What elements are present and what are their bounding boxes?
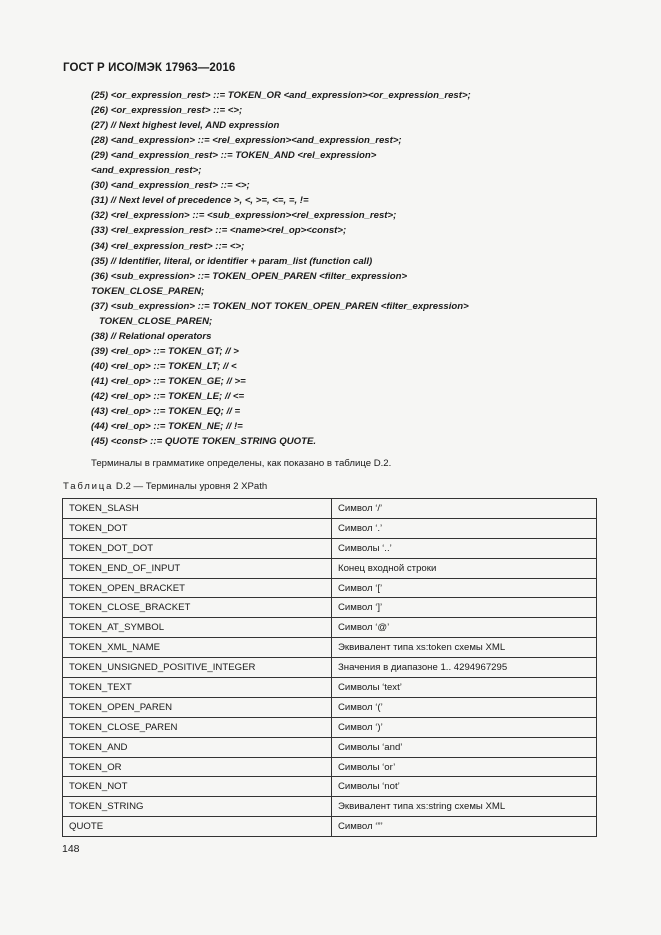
grammar-line: (44) <rel_op> ::= TOKEN_NE; // != [91, 421, 243, 433]
terminal-description-cell: Символ ‘)’ [332, 717, 597, 737]
grammar-line: (37) <sub_expression> ::= TOKEN_NOT TOKEN_OPEN_PAREN <filter_expression> [91, 300, 469, 312]
terminal-description-cell: Символы ‘or’ [332, 757, 597, 777]
table-row [63, 777, 597, 797]
terminal-name-cell: TOKEN_DOT [63, 518, 332, 538]
terminal-description-cell: Символ ‘”’ [332, 817, 597, 837]
terminal-description-cell: Символ ‘@’ [332, 618, 597, 638]
grammar-line: (26) <or_expression_rest> ::= <>; [91, 105, 243, 117]
terminal-name-cell: TOKEN_OPEN_BRACKET [63, 578, 332, 598]
terminal-name-cell: TOKEN_CLOSE_PAREN [63, 717, 332, 737]
terminals-table [62, 498, 597, 837]
terminal-description-cell: Символы ‘and’ [332, 737, 597, 757]
terminal-description-cell: Символ ‘/’ [332, 499, 597, 519]
terminal-description-cell: Эквивалент типа xs:string схемы XML [332, 797, 597, 817]
table-row [63, 717, 597, 737]
grammar-line: <and_expression_rest>; [91, 165, 202, 177]
grammar-line: (33) <rel_expression_rest> ::= <name><rel_op><const>; [91, 225, 347, 237]
terminal-name-cell: TOKEN_END_OF_INPUT [63, 558, 332, 578]
table-reference-note: Терминалы в грамматике определены, как показано в таблице D.2. [91, 458, 392, 469]
grammar-line: (34) <rel_expression_rest> ::= <>; [91, 240, 245, 252]
table-row [63, 658, 597, 678]
grammar-line: (29) <and_expression_rest> ::= TOKEN_AND <rel_expression> [91, 150, 377, 162]
terminal-name-cell: TOKEN_CLOSE_BRACKET [63, 598, 332, 618]
terminal-description-cell: Символ ‘]’ [332, 598, 597, 618]
grammar-line: (30) <and_expression_rest> ::= <>; [91, 180, 250, 192]
page-number: 148 [62, 843, 80, 855]
table-row [63, 678, 597, 698]
table-row [63, 578, 597, 598]
table-row [63, 558, 597, 578]
table-row [63, 638, 597, 658]
grammar-line: (42) <rel_op> ::= TOKEN_LE; // <= [91, 391, 245, 402]
table-caption-text: D.2 — Терминалы уровня 2 XPath [113, 481, 268, 492]
terminal-description-cell: Символ ‘(’ [332, 697, 597, 717]
terminal-name-cell: TOKEN_AND [63, 737, 332, 757]
terminal-name-cell: TOKEN_DOT_DOT [63, 538, 332, 558]
grammar-line: (27) // Next highest level, AND expression [91, 120, 280, 132]
terminal-description-cell: Значения в диапазоне 1.. 4294967295 [332, 658, 597, 678]
terminal-name-cell: QUOTE [63, 817, 332, 837]
table-row [63, 697, 597, 717]
terminal-description-cell: Эквивалент типа xs:token схемы XML [332, 638, 597, 658]
table-row [63, 757, 597, 777]
table-row [63, 538, 597, 558]
terminal-description-cell: Символы ‘text’ [332, 678, 597, 698]
page-header: ГОСТ Р ИСО/МЭК 17963—2016 [63, 62, 236, 74]
table-row [63, 518, 597, 538]
table-row [63, 598, 597, 618]
grammar-line: (45) <const> ::= QUOTE TOKEN_STRING QUOTE. [91, 436, 317, 448]
terminal-name-cell: TOKEN_SLASH [63, 499, 332, 519]
grammar-line: (36) <sub_expression> ::= TOKEN_OPEN_PAREN <filter_expression> [91, 270, 408, 282]
terminal-name-cell: TOKEN_OR [63, 757, 332, 777]
grammar-line: (38) // Relational operators [91, 330, 212, 342]
table-row [63, 817, 597, 837]
terminal-name-cell: TOKEN_OPEN_PAREN [63, 697, 332, 717]
table-row [63, 737, 597, 757]
grammar-line: (31) // Next level of precedence >, <, >=, <=, =, != [91, 195, 309, 207]
terminal-name-cell: TOKEN_AT_SYMBOL [63, 618, 332, 638]
terminal-name-cell: TOKEN_TEXT [63, 678, 332, 698]
table-row [63, 797, 597, 817]
grammar-line: TOKEN_CLOSE_PAREN; [99, 315, 213, 327]
terminal-description-cell: Символ ‘.’ [332, 518, 597, 538]
terminal-description-cell: Символы ‘..’ [332, 538, 597, 558]
table-caption-label: Таблица [63, 481, 114, 492]
table-caption [63, 481, 267, 492]
grammar-line: (43) <rel_op> ::= TOKEN_EQ; // = [91, 406, 241, 418]
terminal-name-cell: TOKEN_STRING [63, 797, 332, 817]
terminal-description-cell: Конец входной строки [332, 558, 597, 578]
grammar-line: TOKEN_CLOSE_PAREN; [91, 285, 205, 297]
terminal-name-cell: TOKEN_XML_NAME [63, 638, 332, 658]
grammar-line: (41) <rel_op> ::= TOKEN_GE; // >= [91, 375, 246, 387]
table-row [63, 618, 597, 638]
table-row [63, 499, 597, 519]
terminal-name-cell: TOKEN_NOT [63, 777, 332, 797]
grammar-line: (32) <rel_expression> ::= <sub_expression><rel_expression_rest>; [91, 210, 397, 222]
terminal-description-cell: Символы ‘not’ [332, 777, 597, 797]
grammar-line: (39) <rel_op> ::= TOKEN_GT; // > [91, 345, 239, 357]
grammar-line: (40) <rel_op> ::= TOKEN_LT; // < [91, 360, 237, 372]
terminal-name-cell: TOKEN_UNSIGNED_POSITIVE_INTEGER [63, 658, 332, 678]
grammar-line: (25) <or_expression_rest> ::= TOKEN_OR <and_expression><or_expression_rest>; [91, 90, 471, 101]
terminal-description-cell: Символ ‘[’ [332, 578, 597, 598]
grammar-line: (35) // Identifier, literal, or identifier + param_list (function call) [91, 255, 373, 267]
grammar-line: (28) <and_expression> ::= <rel_expression><and_expression_rest>; [91, 135, 402, 147]
